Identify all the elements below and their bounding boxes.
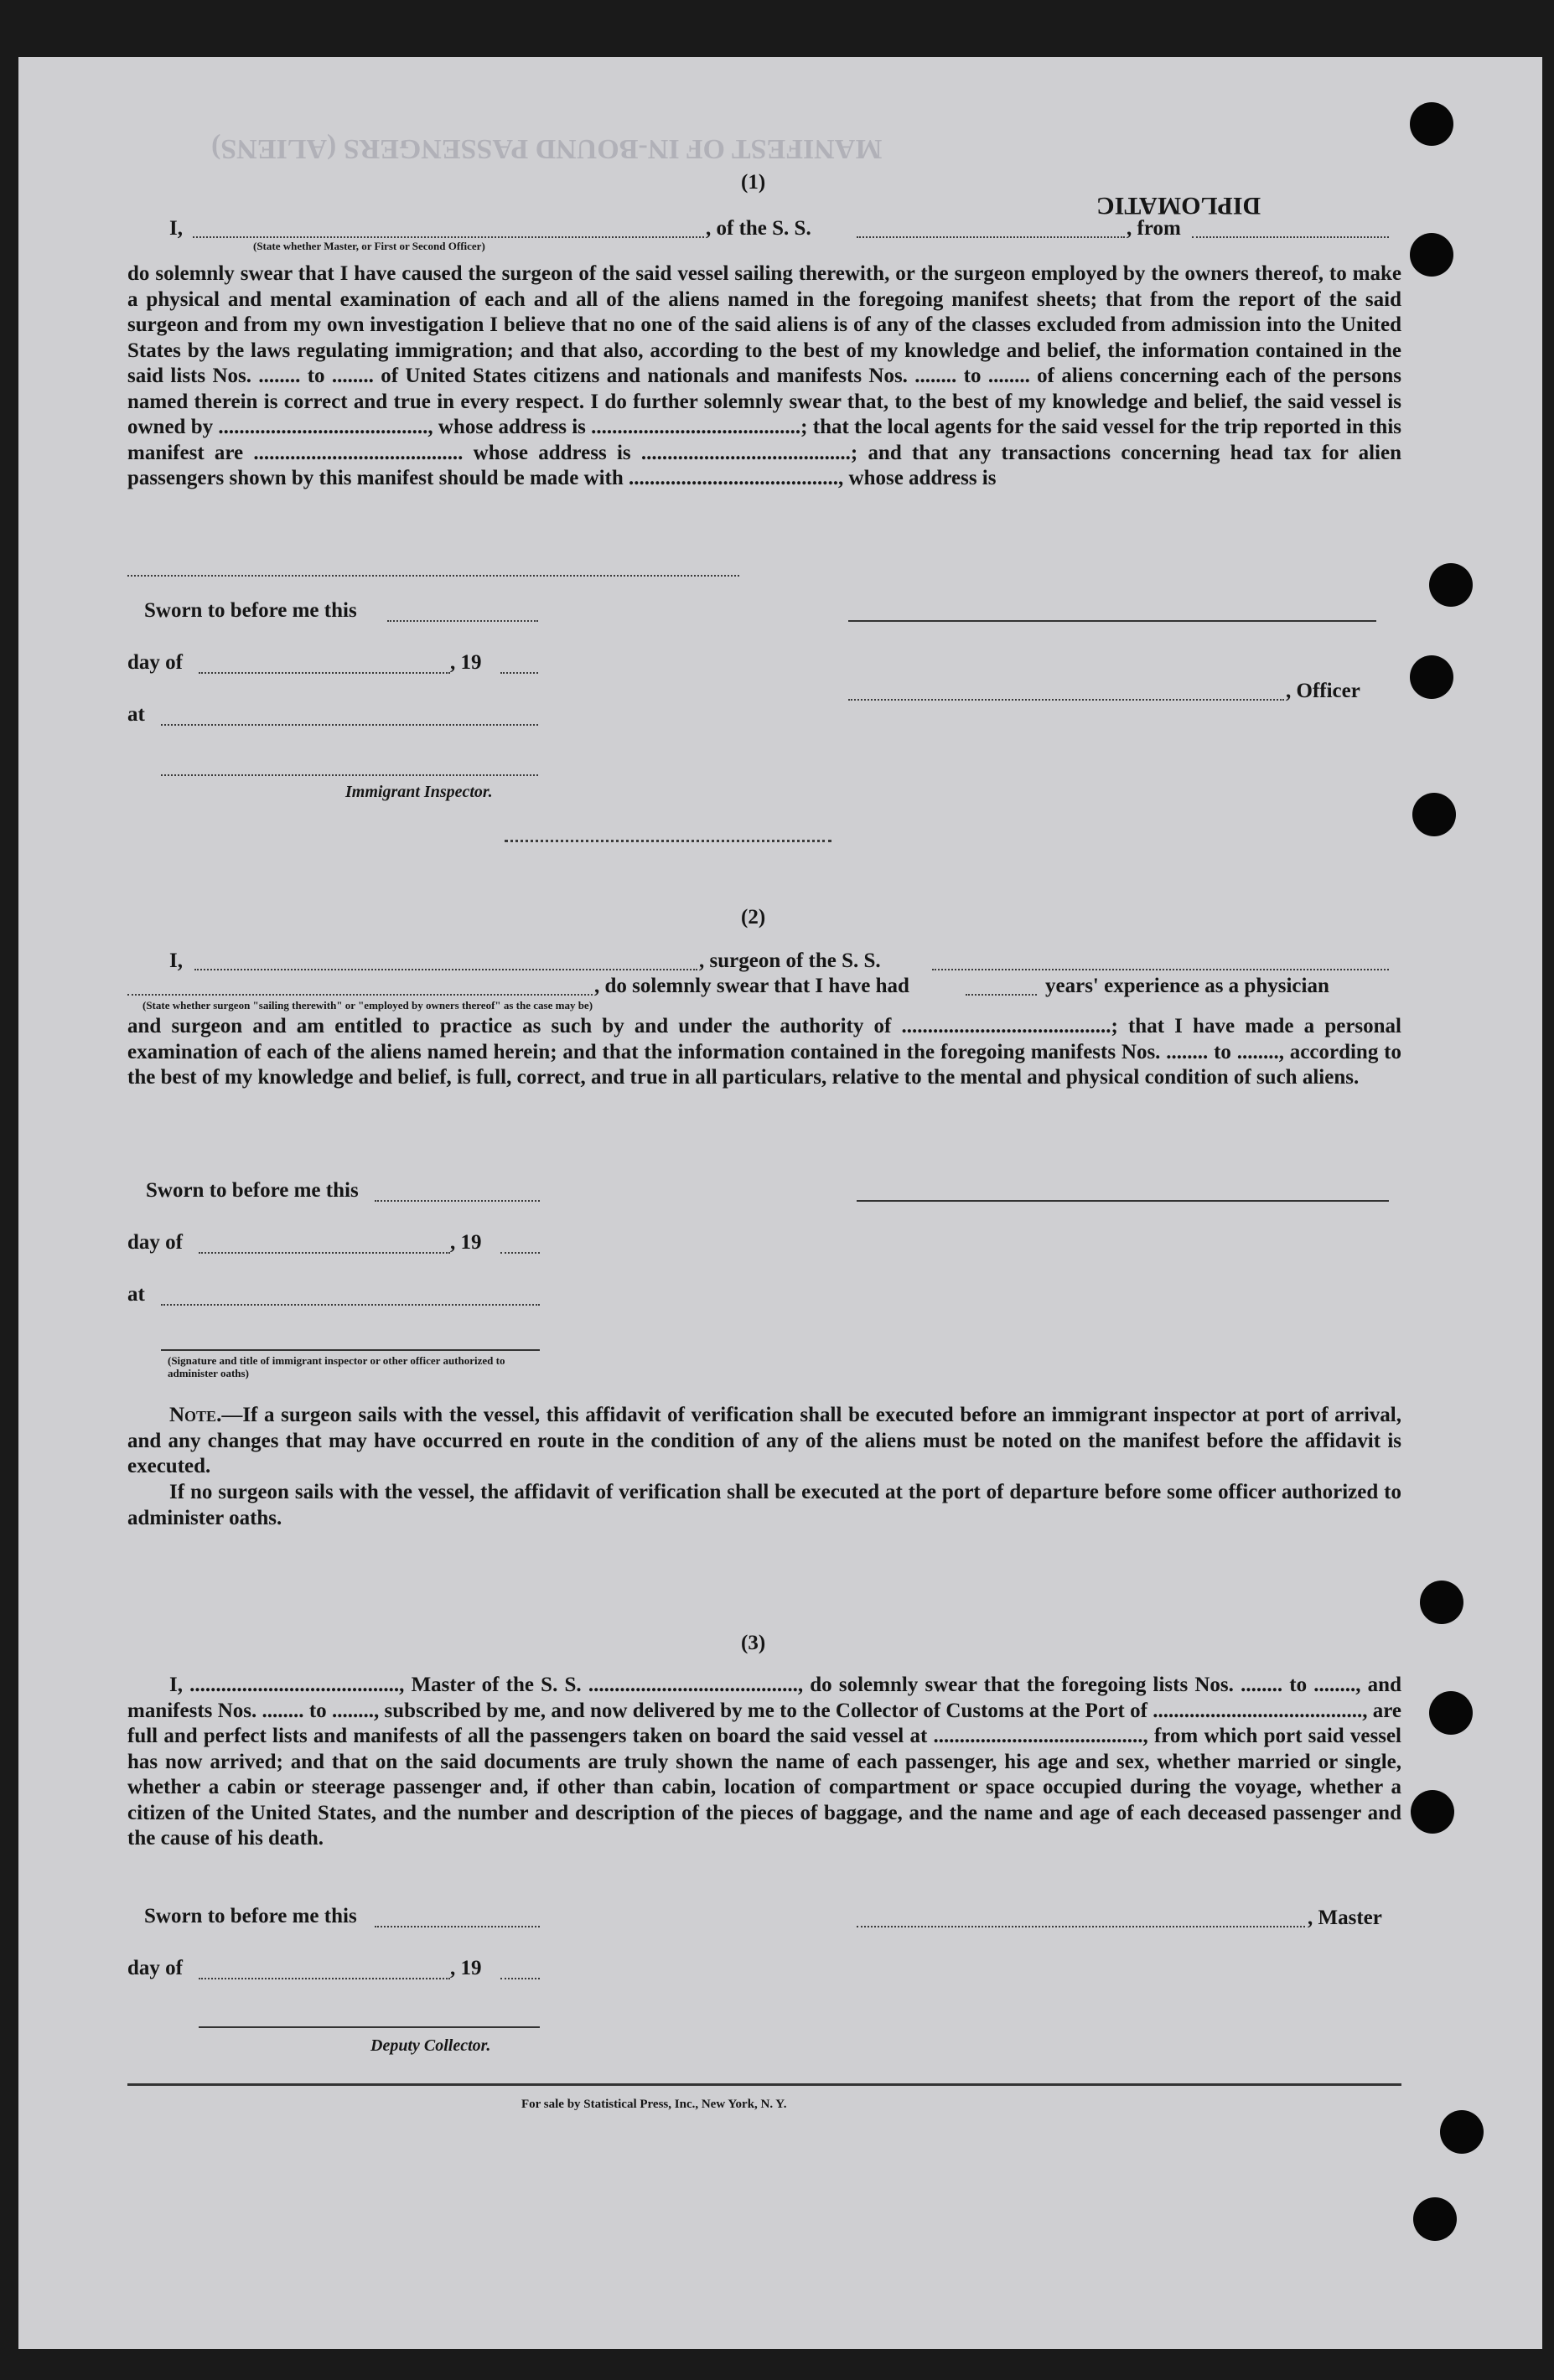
sworn-label-2: Sworn to before me this — [146, 1179, 359, 1202]
section-separator — [505, 840, 831, 842]
surgeon-signature-line[interactable] — [857, 1200, 1389, 1202]
ship-name-field[interactable] — [857, 236, 1125, 238]
punch-hole — [1440, 2110, 1484, 2154]
year-label-2: , 19 — [450, 1231, 482, 1254]
note-paragraph-1 — [127, 1403, 1401, 1480]
officer-title-field[interactable] — [848, 699, 1284, 701]
at-label-1: at — [127, 703, 145, 726]
years-label: years' experience as a physician — [1045, 975, 1329, 997]
surgeon-of-label: , surgeon of the S. S. — [699, 949, 881, 972]
publisher-footer: For sale by Statistical Press, Inc., New York, N. Y. — [521, 2098, 787, 2111]
punch-hole — [1410, 655, 1453, 699]
note-label: Note. — [169, 1404, 222, 1426]
manifest-page — [18, 57, 1542, 2349]
section-1-body: do solemnly swear that I have caused the surgeon of the said vessel sailing therewith, or the surgeon employed by the owners thereof, to make a physical and mental examination of each and all of the aliens named in the foregoing manifest sheets; that from the report of the said surgeon and from my own investigation I believe that no one of the said aliens is of any of the classes excluded from admission into the United States by the laws regulating immigration; and that also, according to the best of my knowledge and belief, the information contained in the said lists Nos. ........ to ........ of United States citizens and nationals and manifests Nos. ........ to ........ of aliens concerning each of the persons named therein is correct and true in every respect. I do further solemnly swear that, to the best of my knowledge and belief, the said vessel is owned by ........................................, whose address is ........................................; that the local agents for the said vessel for the trip reported in this manifest are ........................................ whose address is ........................................; and that any transactions concerning head tax for alien passengers shown by this manifest should be made with ........................................, whose address is — [127, 262, 1401, 489]
sworn-date-field-1[interactable] — [387, 620, 538, 622]
punch-hole — [1412, 793, 1456, 836]
day-of-label-2: day of — [127, 1231, 183, 1254]
section-3-number: (3) — [741, 1632, 766, 1654]
surgeon-name-field[interactable] — [194, 969, 697, 970]
diplomatic-stamp: DIPLOMATIC — [1096, 192, 1261, 220]
surgeon-status-field[interactable] — [127, 994, 593, 996]
inspector-signature-field[interactable] — [161, 774, 538, 776]
section-1-intro: I, — [169, 217, 183, 240]
day-of-field-2[interactable] — [199, 1252, 450, 1254]
master-name-field[interactable] — [193, 236, 704, 238]
punch-hole — [1429, 563, 1473, 607]
punch-hole — [1410, 233, 1453, 277]
master-signature-field[interactable] — [857, 1926, 1305, 1927]
footer-rule — [127, 2083, 1401, 2086]
officer-signature-line-2[interactable] — [161, 1349, 540, 1351]
day-of-label-1: day of — [127, 651, 183, 674]
sworn-label-1: Sworn to before me this — [144, 599, 357, 622]
sworn-date-field-3[interactable] — [375, 1926, 540, 1927]
immigrant-inspector-label: Immigrant Inspector. — [345, 783, 493, 801]
of-ss-label: , of the S. S. — [706, 217, 811, 240]
officer-label: , Officer — [1286, 680, 1360, 702]
swear-label: , do solemnly swear that I have had — [594, 975, 909, 997]
collector-signature-line[interactable] — [199, 2026, 540, 2028]
punch-hole — [1413, 2197, 1457, 2241]
punch-hole — [1420, 1581, 1463, 1624]
years-field[interactable] — [966, 994, 1037, 996]
year-field-3[interactable] — [500, 1978, 540, 1979]
punch-hole — [1410, 102, 1453, 146]
officer-signature-line[interactable] — [848, 620, 1376, 622]
year-field-1[interactable] — [500, 672, 538, 674]
master-label: , Master — [1308, 1907, 1382, 1929]
punch-hole — [1429, 1691, 1473, 1735]
at-field-2[interactable] — [161, 1304, 540, 1306]
surgeon-state-note: (State whether surgeon "sailing therewith" or "employed by owners thereof" as the case may be) — [142, 999, 593, 1012]
address-continuation-field[interactable] — [127, 575, 739, 577]
sworn-date-field-2[interactable] — [375, 1200, 540, 1202]
section-3-body: I, ........................................, Master of the S. S. ........................................, do solemnly swear that the foregoing lists Nos. ........ to ........, and manifests Nos. ........ to ........, subscribed by me, and now delivered by me to the Collector of Customs at the Port of ........................................, are full and perfect lists and manifests of all the passengers taken on board the said vessel at ........................................, from which port said vessel has now arrived; and that on the said documents are truly shown the name of each passenger, his age and sex, whether married or single, whether a cabin or steerage passenger and, if other than cabin, location of compartment or space occupied during the voyage, whether a citizen of the United States, and the number and description of the pieces of baggage, and the name and age of each deceased passenger and the cause of his death. — [127, 1674, 1401, 1850]
at-label-2: at — [127, 1283, 145, 1306]
from-label: , from — [1127, 217, 1181, 240]
signature-title-note: (Signature and title of immigrant inspector or other officer authorized to administer oaths) — [168, 1354, 505, 1379]
year-label-3: , 19 — [450, 1957, 482, 1979]
day-of-field-3[interactable] — [199, 1978, 450, 1979]
section-2-body: and surgeon and am entitled to practice as such by and under the authority of ........................................; that I have made a personal examination of each of the aliens named herein; and that the information contained in the foregoing manifests Nos. ........ to ........, according to the best of my knowledge and belief, is full, correct, and true in all particulars, relative to the mental and physical condition of such aliens. — [127, 1015, 1401, 1089]
year-label-1: , 19 — [450, 651, 482, 674]
surgeon-ship-field[interactable] — [932, 969, 1389, 970]
at-field-1[interactable] — [161, 724, 538, 726]
bleed-through-text: MANIFEST OF IN-BOUND PASSENGERS (ALIENS) — [211, 133, 883, 164]
year-field-2[interactable] — [500, 1252, 540, 1254]
from-port-field[interactable] — [1192, 236, 1389, 238]
master-state-note: (State whether Master, or First or Second Officer) — [253, 240, 485, 252]
section-2-number: (2) — [741, 906, 766, 929]
day-of-field-1[interactable] — [199, 672, 450, 674]
deputy-collector-label: Deputy Collector. — [370, 2036, 491, 2055]
sworn-label-3: Sworn to before me this — [144, 1905, 357, 1927]
section-1-number: (1) — [741, 171, 766, 194]
punch-hole — [1411, 1790, 1454, 1834]
note-paragraph-2: If no surgeon sails with the vessel, the affidavit of verification shall be executed at the port of departure before some officer authorized to administer oaths. — [127, 1481, 1401, 1529]
day-of-label-3: day of — [127, 1957, 183, 1979]
note-text-1: —If a surgeon sails with the vessel, this affidavit of verification shall be executed before an immigrant inspector at port of arrival, and any changes that may have occurred en route in the condition of any of the aliens must be noted on the manifest before the affidavit is executed. — [127, 1404, 1401, 1477]
section-2-intro: I, — [169, 949, 183, 972]
